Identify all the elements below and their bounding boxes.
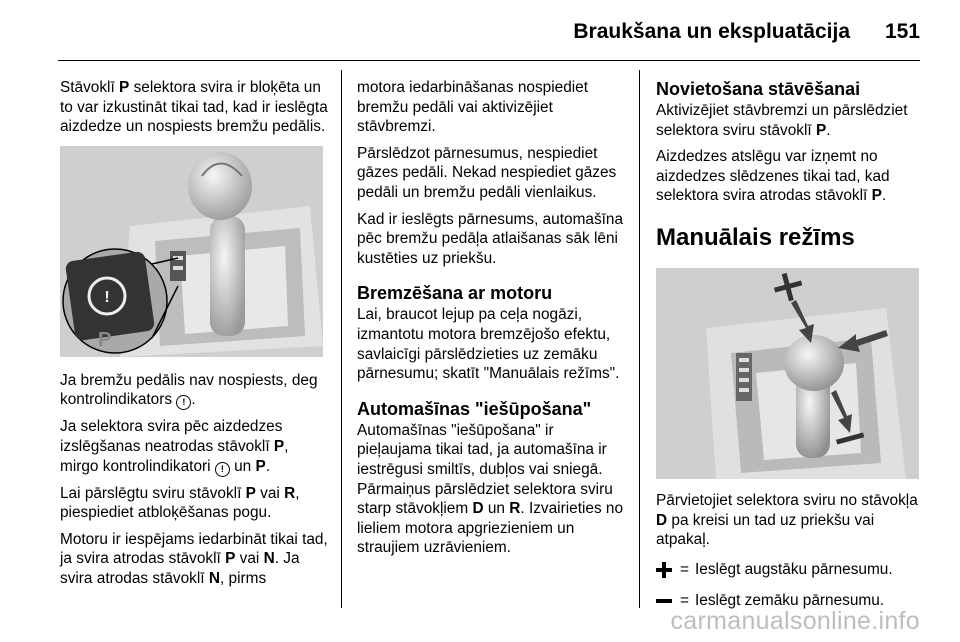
paragraph: Automašīnas "iešūpošana" ir pieļaujama tikai tad, ja automašīna ir iestrēgusi smiltīs, dubļos vai sniegā. Pārmaiņus pārslēdziet selektora sviru starp stāvokļiem D un R. Izvairieties no lieliem motora apgriezieniem un straujiem uzrāvieniem. <box>357 421 624 557</box>
watermark: carmanualsonline.info <box>670 607 920 635</box>
gear-lever-illustration <box>60 146 323 357</box>
gear-selector-figure <box>60 146 323 357</box>
page-number: 151 <box>884 20 920 43</box>
column-divider <box>639 70 640 608</box>
bold-text: N <box>208 569 220 587</box>
svg-text:P: P <box>98 328 112 351</box>
paragraph: Pārslēdzot pārnesumus, nespiediet gāzes pedāli. Nekad nespiediet gāzes pedāli un bremžu pedāli vienlaikus. <box>357 144 617 201</box>
bold-text: P <box>871 187 882 205</box>
brake-warning-icon: ! <box>215 462 230 477</box>
page-title: Braukšana un ekspluatācija <box>573 20 850 43</box>
column-2 <box>357 78 625 565</box>
bold-text: D <box>472 500 484 518</box>
chapter-heading: Manuālais režīms <box>656 223 855 251</box>
header-rule <box>58 60 920 61</box>
section-heading: Automašīnas "iešūpošana" <box>357 398 592 419</box>
paragraph: motora iedarbināšanas nospiediet bremžu pedāli vai aktivizējiet stāvbremzi. <box>357 79 589 136</box>
equals-sign: = <box>680 592 689 610</box>
paragraph: Ja bremžu pedālis nav nospiests, deg kontrolindikators ! . <box>60 371 318 409</box>
bold-text: R <box>509 500 521 518</box>
section-heading: Bremzēšana ar motoru <box>357 283 553 304</box>
plus-icon <box>656 562 672 578</box>
paragraph: Lai, braucot lejup pa ceļa nogāzi, izmantotu motora bremzējošo efektu, savlaicīgi pārslēdzieties uz zemāku pārnesumu; skatīt "Manuālais režīms". <box>357 306 620 383</box>
shift-up-text: Ieslēgt augstāku pārnesumu. <box>695 560 893 578</box>
bold-text: P <box>119 79 130 96</box>
manual-mode-figure <box>656 268 919 479</box>
bold-text: P <box>815 121 827 139</box>
bold-text: N <box>263 550 275 568</box>
paragraph: Motoru ir iespējams iedarbināt tikai tad, ja svira atrodas stāvoklī P vai N. Ja svira atrodas stāvoklī N, pirms <box>60 530 328 587</box>
shift-up-row <box>656 560 924 580</box>
column-3 <box>656 78 924 611</box>
shift-down-text: Ieslēgt zemāku pārnesumu. <box>695 592 885 610</box>
paragraph: Pārvietojiet selektora sviru no stāvokļa D pa kreisi un tad uz priekšu vai atpakaļ. <box>656 491 918 549</box>
section-heading: Novietošana stāvēšanai <box>656 79 861 99</box>
paragraph: Aktivizējiet stāvbremzi un pārslēdziet selektora sviru stāvoklī P. <box>656 102 908 139</box>
bold-text: P <box>273 437 285 455</box>
bold-text: P <box>245 484 256 502</box>
paragraph: Aizdedzes atslēgu var izņemt no aizdedzes slēdzenes tikai tad, kad selektora svira atrodas stāvoklī P. <box>656 148 890 205</box>
bold-text: P <box>255 457 266 475</box>
paragraph: Kad ir ieslēgts pārnesums, automašīna pēc bremžu pedāļa atlaišanas sāk lēni kustēties uz priekšu. <box>357 210 624 267</box>
bold-text: R <box>284 484 296 502</box>
column-divider <box>341 70 342 608</box>
page-header <box>58 0 920 56</box>
paragraph: Ja selektora svira pēc aizdedzes izslēgšanas neatrodas stāvoklī P, mirgo kontrolindikatori ! un P. <box>60 418 289 475</box>
svg-text:!: ! <box>104 288 110 306</box>
paragraph: Lai pārslēgtu sviru stāvoklī P vai R, piespiediet atbloķēšanas pogu. <box>60 484 300 522</box>
brake-warning-icon: ! <box>176 395 191 410</box>
bold-text: P <box>225 550 236 568</box>
manual-shift-illustration <box>656 268 919 479</box>
paragraph: Stāvoklī P selektora svira ir bloķēta un to var izkustināt tikai tad, kad ir ieslēgta aizdedze un nospiests bremžu pedālis. <box>60 79 328 136</box>
column-1 <box>60 78 328 596</box>
bold-text: D <box>656 511 668 529</box>
equals-sign: = <box>680 560 689 578</box>
